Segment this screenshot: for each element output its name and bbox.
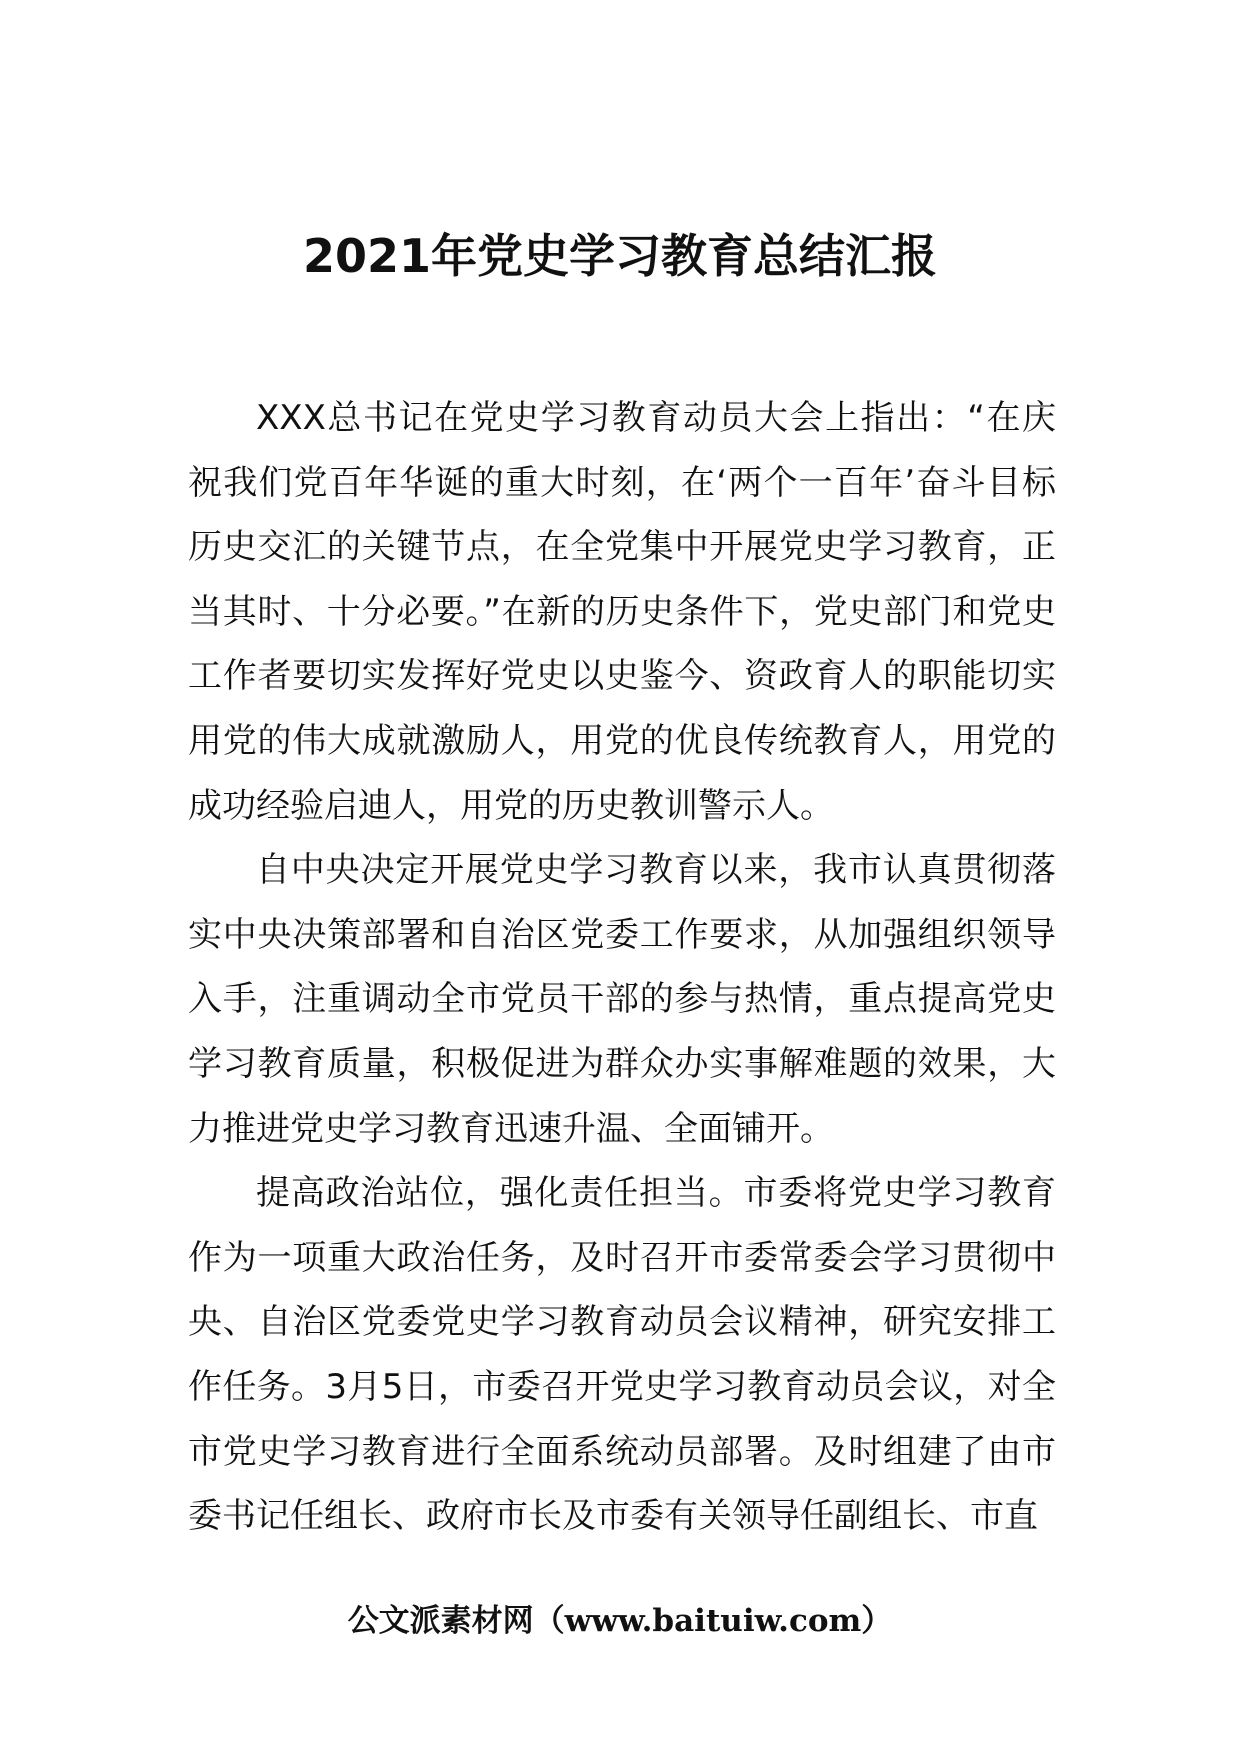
paragraph-1-text: XXX总书记在党史学习教育动员大会上指出：“在庆祝我们党百年华诞的重大时刻，在‘两个一百年’奋斗目标历史交汇的关键节点，在全党集中开展党史学习教育，正当其时、十分必要。”在新的历史条件下，党史部门和党史工作者要切实发挥好党史以史鉴今、资政育人的职能切实用党的伟大成就激励人，用党的优良传统教育人，用党的成功经验启迪人，用党的历史教训警示人。 (188, 398, 1056, 826)
document-title: 2021年党史学习教育总结汇报 (302, 228, 938, 283)
paragraph-2-text: 自中央决定开展党史学习教育以来，我市认真贯彻落实中央决策部署和自治区党委工作要求，从加强组织领导入手，注重调动全市党员干部的参与热情，重点提高党史学习教育质量，积极促进为群众办实事解难题的效果，大力推进党史学习教育迅速升温、全面铺开。 (188, 850, 1056, 1149)
paragraph-1 (188, 386, 1056, 838)
paragraph-3-lead: 提高政治站位，强化责任担当。 (256, 1173, 744, 1214)
document-body (188, 386, 1056, 1549)
source-footer: 公文派素材网（www.baituiw.com） (347, 1603, 893, 1639)
paragraph-2 (188, 838, 1056, 1161)
paragraph-3-text: 市委将党史学习教育作为一项重大政治任务，及时召开市委常委会学习贯彻中央、自治区党委党史学习教育动员会议精神，研究安排工作任务。3月5日，市委召开党史学习教育动员会议，对全市党史学习教育进行全面系统动员部署。及时组建了由市委书记任组长、政府市长及市委有关领导任副组长、市直 (188, 1173, 1057, 1537)
paragraph-3 (188, 1161, 1056, 1549)
